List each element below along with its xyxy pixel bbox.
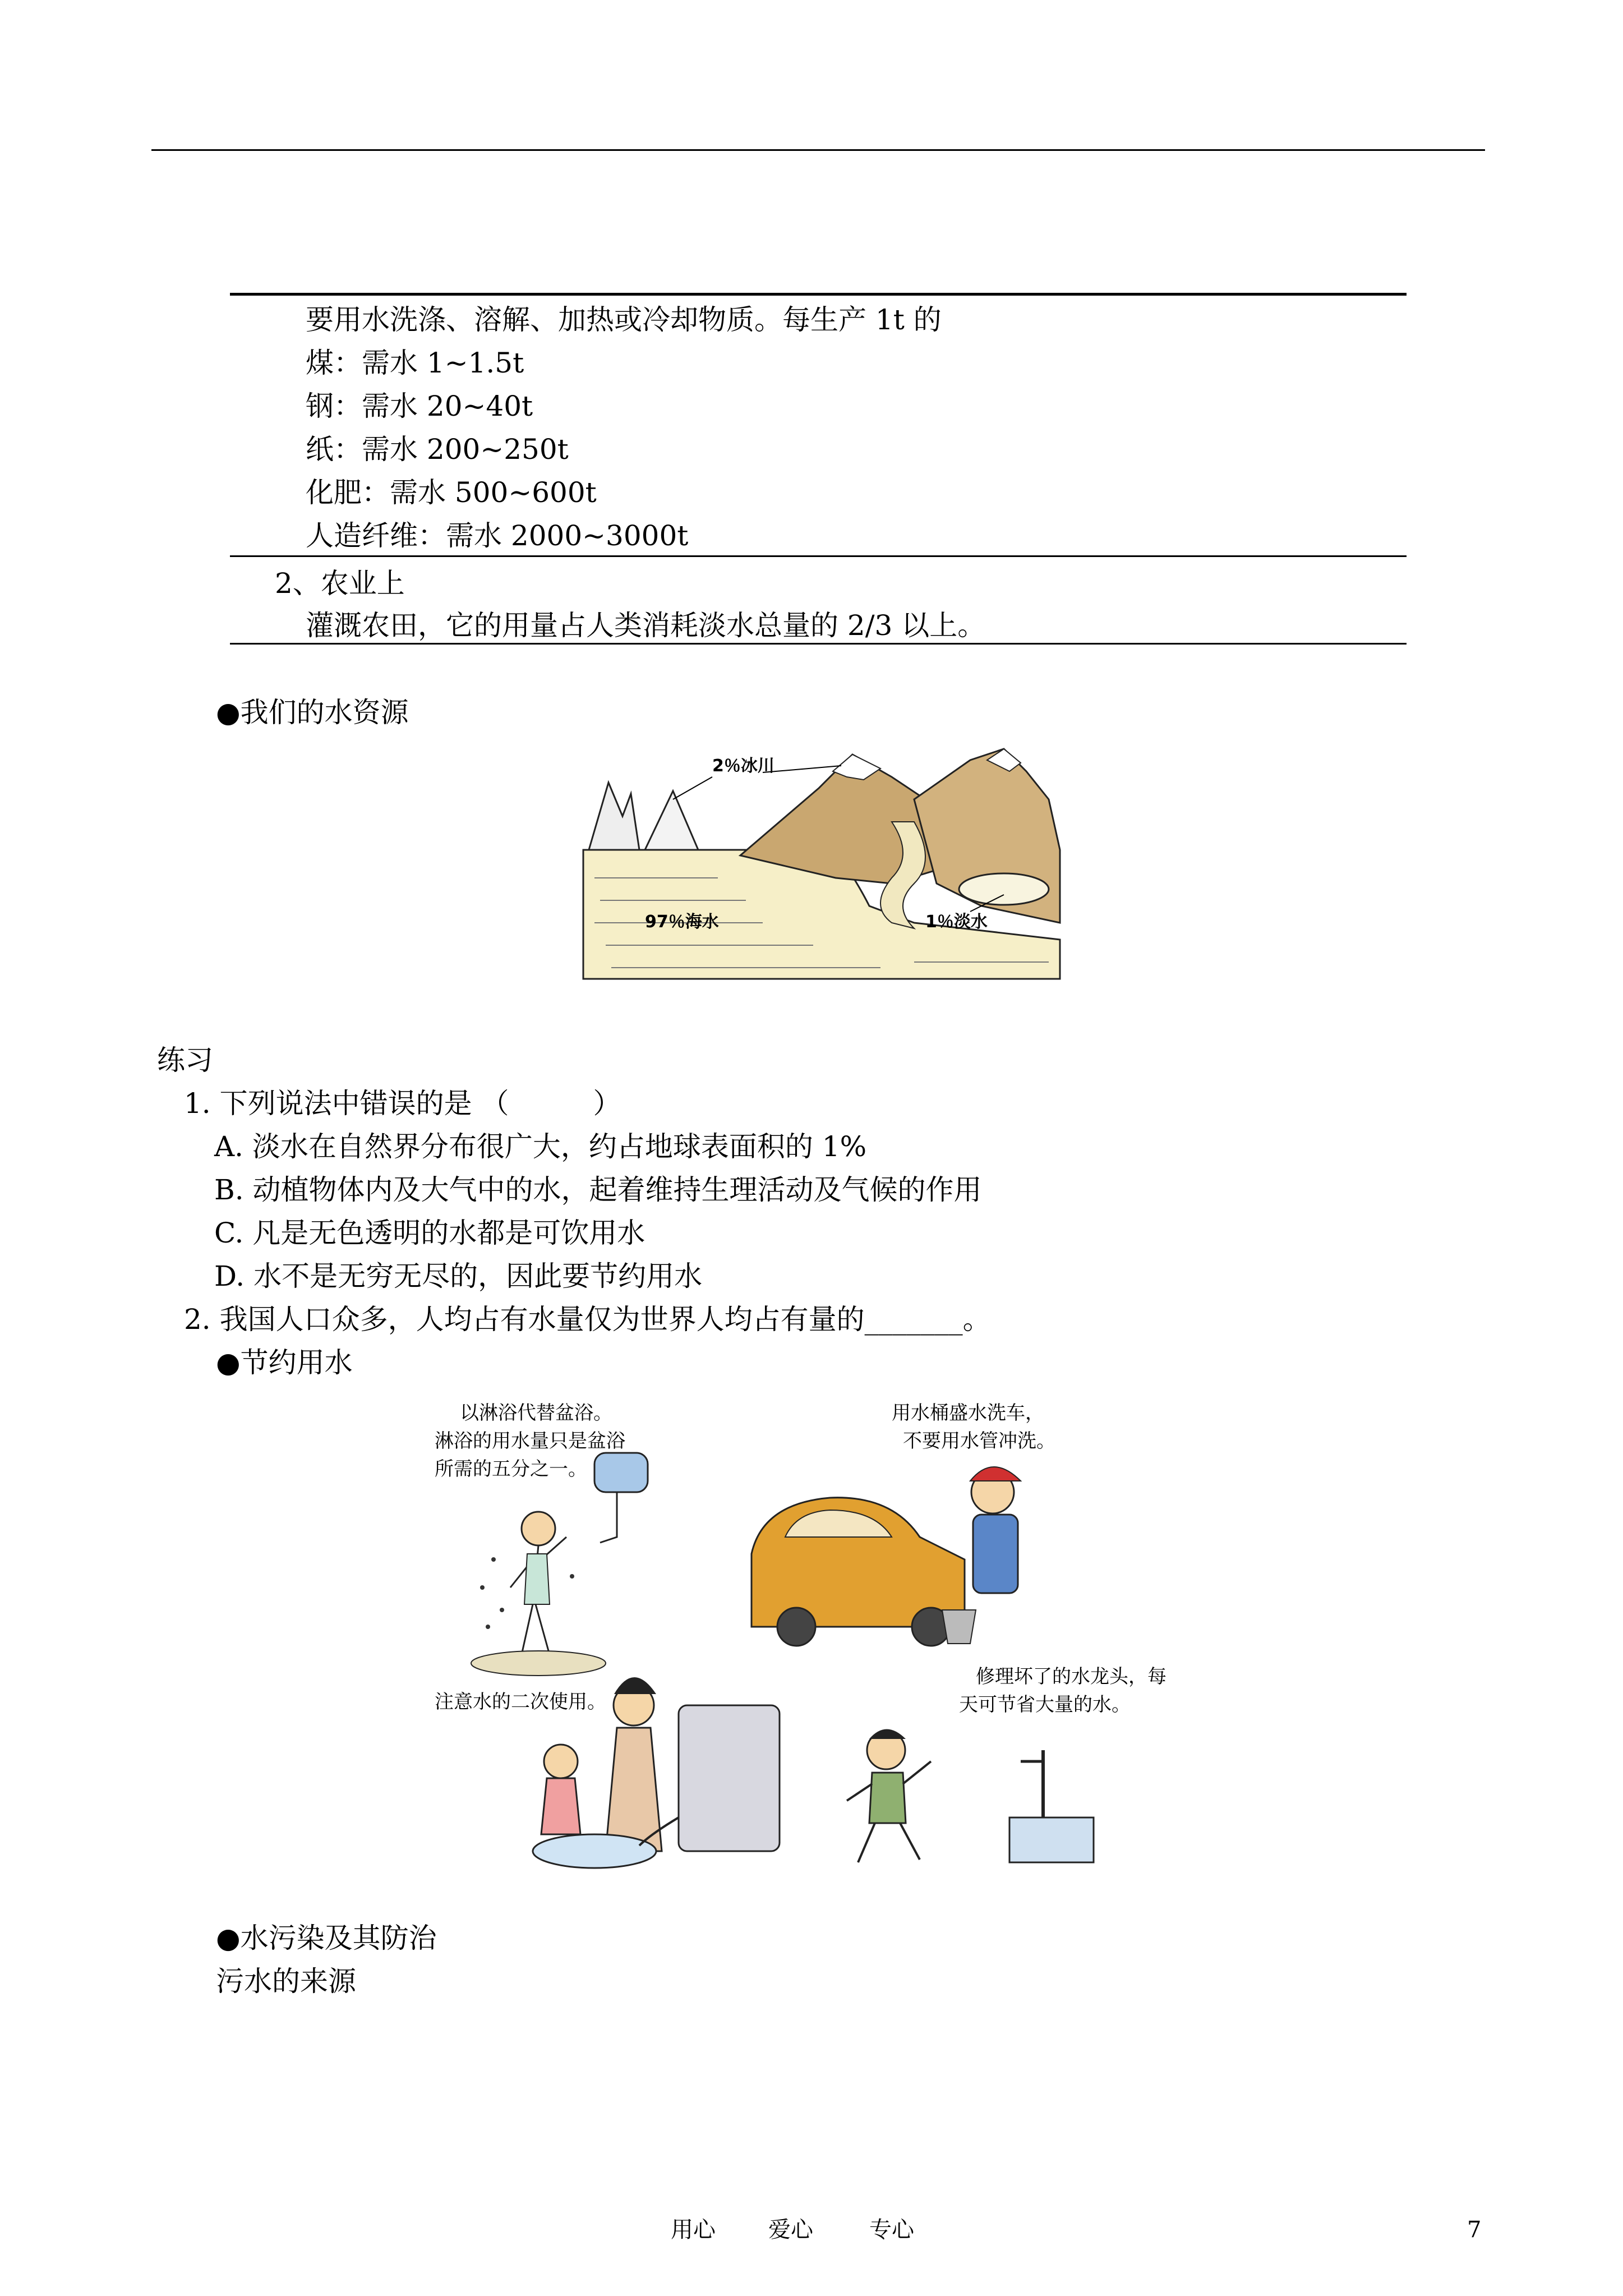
exercise-heading: 练习 <box>157 1044 213 1076</box>
question-1-option-a: A. 淡水在自然界分布很广大，约占地球表面积的 1% <box>214 1130 867 1163</box>
footer-motto-1: 用心 <box>671 2217 716 2243</box>
pollution-heading: ●水污染及其防治 <box>216 1922 437 1954</box>
car-illustration <box>751 1467 1021 1646</box>
glacier-label: 2％冰川 <box>712 756 774 776</box>
page-number: 7 <box>1467 2217 1482 2243</box>
footer-motto-2: 爱心 <box>768 2217 813 2243</box>
question-1-stem: 1. 下列说法中错误的是 （ ） <box>184 1087 621 1120</box>
table-mid-rule <box>230 555 1407 557</box>
faucet-caption-line-1: 修理坏了的水龙头，每 <box>976 1665 1166 1688</box>
industry-item-fiber: 人造纤维：需水 2000~3000t <box>306 519 689 552</box>
seawater-label: 97％海水 <box>645 912 719 932</box>
industry-item-coal: 煤：需水 1~1.5t <box>306 347 524 379</box>
question-2-stem: 2. 我国人口众多，人均占有水量仅为世界人均占有量的_______。 <box>184 1303 991 1336</box>
industry-item-fertilizer: 化肥：需水 500~600t <box>306 476 597 509</box>
freshwater-label: 1％淡水 <box>925 912 988 932</box>
agriculture-text: 灌溉农田，它的用量占人类消耗淡水总量的 2/3 以上。 <box>306 609 986 642</box>
industry-item-steel: 钢：需水 20~40t <box>306 390 533 422</box>
industry-item-paper: 纸：需水 200~250t <box>306 433 569 466</box>
industry-intro: 要用水洗涤、溶解、加热或冷却物质。每生产 1t 的 <box>306 303 942 336</box>
shower-caption-line-2: 淋浴的用水量只是盆浴 <box>435 1430 625 1452</box>
water-resources-figure <box>578 738 1066 984</box>
save-water-figure <box>426 1391 1211 1896</box>
reuse-caption: 注意水的二次使用。 <box>435 1691 606 1713</box>
header-rule <box>151 149 1485 151</box>
car-caption-line-1: 用水桶盛水洗车， <box>892 1402 1044 1424</box>
agriculture-title: 2、农业上 <box>275 567 405 600</box>
question-1-option-b: B. 动植物体内及大气中的水，起着维持生理活动及气候的作用 <box>214 1174 982 1206</box>
faucet-caption-line-2: 天可节省大量的水。 <box>959 1694 1131 1716</box>
water-resources-heading: ●我们的水资源 <box>216 696 409 729</box>
save-water-heading: ●节约用水 <box>216 1346 353 1379</box>
car-caption-line-2: 不要用水管冲洗。 <box>903 1430 1055 1452</box>
left-peaks <box>589 783 639 850</box>
question-1-option-c: C. 凡是无色透明的水都是可饮用水 <box>214 1217 645 1249</box>
table-bottom-rule <box>230 643 1407 645</box>
footer-motto-3: 专心 <box>869 2217 914 2243</box>
faucet-repair-illustration <box>847 1729 1094 1863</box>
shower-illustration <box>471 1453 648 1676</box>
freshwater-lake <box>959 873 1049 905</box>
shower-caption-line-3: 所需的五分之一。 <box>435 1458 587 1480</box>
pollution-subtitle: 污水的来源 <box>216 1965 356 1998</box>
shower-caption-line-1: 以淋浴代替盆浴。 <box>460 1402 612 1424</box>
table-top-rule <box>230 293 1407 296</box>
question-1-option-d: D. 水不是无穷无尽的，因此要节约用水 <box>214 1260 703 1292</box>
